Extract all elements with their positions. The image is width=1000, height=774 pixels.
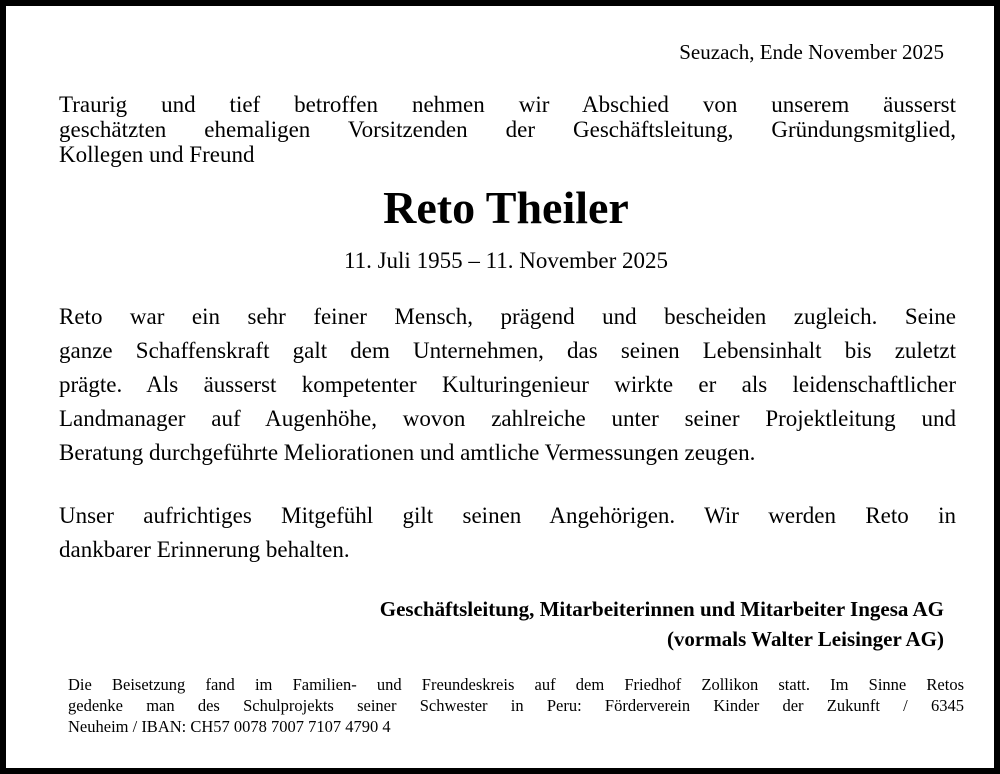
signature-block	[44, 594, 944, 654]
note-line: Die Beisetzung fand im Familien- und Freundeskreis auf dem Friedhof Zollikon statt. Im Sinne Retos	[68, 675, 964, 694]
condolence-line: Unser aufrichtiges Mitgefühl gilt seinen Angehörigen. Wir werden Reto in	[59, 503, 956, 528]
deceased-name: Reto Theiler	[383, 182, 629, 233]
tribute-line: Landmanager auf Augenhöhe, wovon zahlreiche unter seiner Projektleitung und	[59, 406, 956, 431]
tribute-line: prägte. Als äusserst kompetenter Kulturingenieur wirkte er als leidenschaftlicher	[59, 372, 956, 397]
signature-line: Geschäftsleitung, Mitarbeiterinnen und Mitarbeiter Ingesa AG	[379, 597, 944, 621]
tribute-line: ganze Schaffenskraft galt dem Unternehmen, das seinen Lebensinhalt bis zuletzt	[59, 338, 956, 363]
tribute-paragraph	[59, 300, 956, 470]
note-line: gedenke man des Schulprojekts seiner Schwester in Peru: Förderverein Kinder der Zukunft / 6345	[68, 696, 964, 715]
condolence-paragraph	[59, 499, 956, 567]
intro-paragraph	[59, 92, 956, 167]
tribute-line: Beratung durchgeführte Meliorationen und amtliche Vermessungen zeugen.	[59, 440, 756, 465]
place-and-date: Seuzach, Ende November 2025	[679, 40, 944, 64]
tribute-line: Reto war ein sehr feiner Mensch, prägend und bescheiden zugleich. Seine	[59, 304, 956, 329]
intro-line: Traurig und tief betroffen nehmen wir Abschied von unserem äusserst	[59, 92, 956, 117]
funeral-note	[68, 674, 964, 737]
lifespan-dates: 11. Juli 1955 – 11. November 2025	[343, 248, 669, 273]
intro-line: Kollegen und Freund	[59, 142, 255, 167]
signature-line: (vormals Walter Leisinger AG)	[666, 627, 944, 651]
condolence-line: dankbarer Erinnerung behalten.	[59, 537, 350, 562]
intro-line: geschätzten ehemaligen Vorsitzenden der Geschäftsleitung, Gründungsmitglied,	[59, 117, 956, 142]
note-line: Neuheim / IBAN: CH57 0078 7007 7107 4790 4	[68, 717, 391, 736]
